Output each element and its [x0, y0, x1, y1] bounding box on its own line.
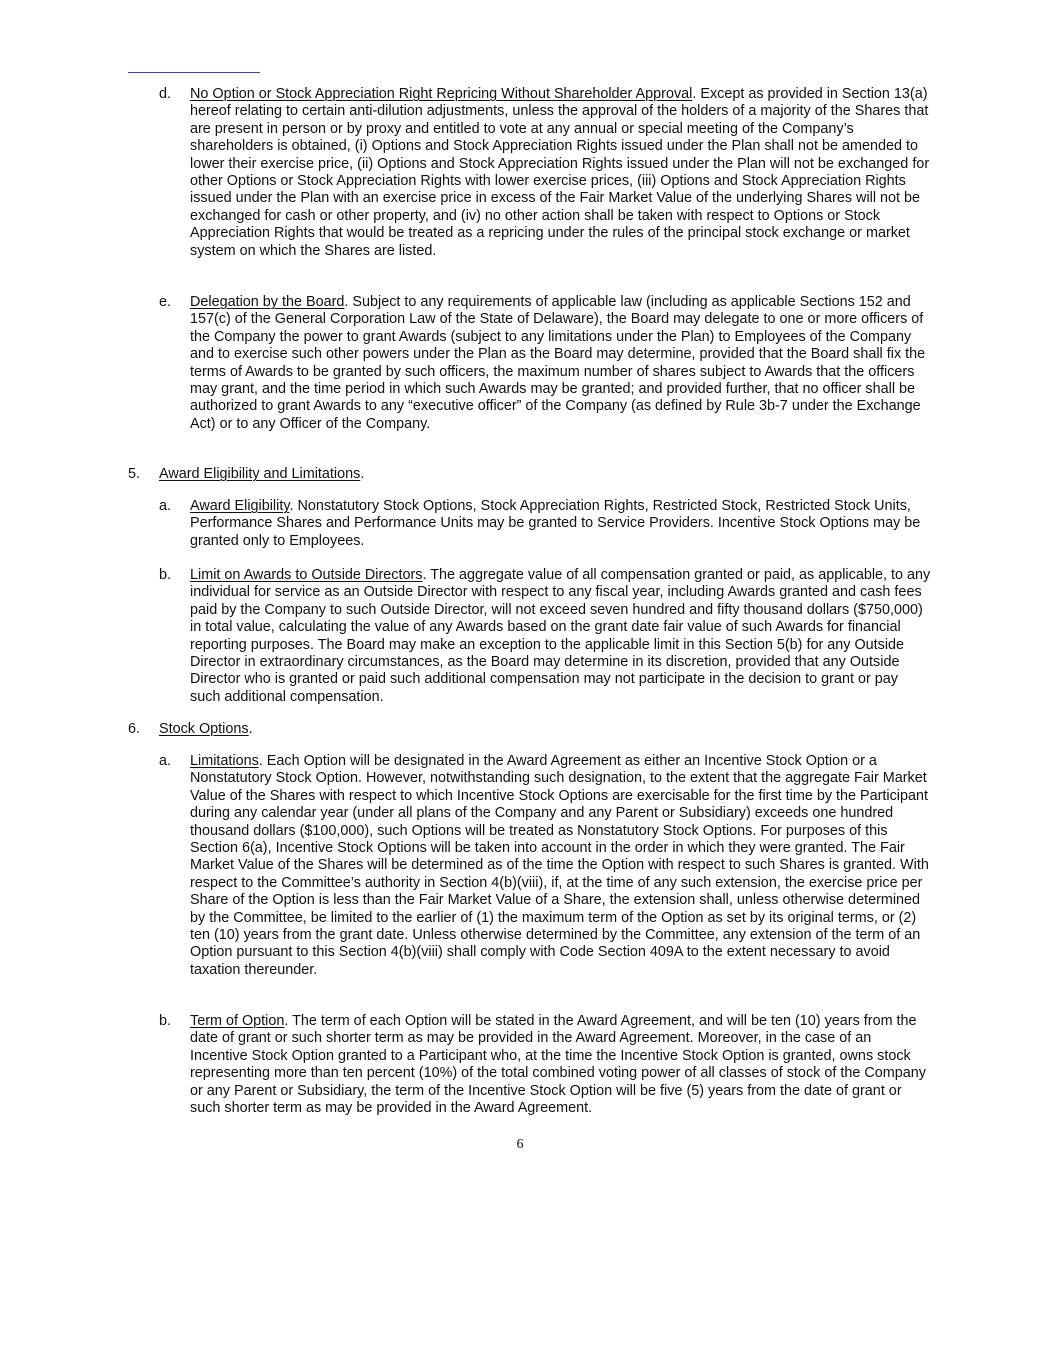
item-title: Award Eligibility	[190, 498, 290, 514]
item-marker: e.	[159, 294, 172, 310]
item-marker: b.	[159, 567, 172, 583]
item-marker: d.	[159, 86, 172, 102]
item-text	[190, 1013, 931, 1117]
item-text	[190, 498, 931, 550]
item-marker: a.	[159, 753, 172, 769]
section-title: Stock Options	[159, 721, 249, 737]
item-text	[190, 753, 931, 979]
item-body: . Except as provided in Section 13(a) hereof relating to certain anti-dilution adjustments, unless the approval of the holders of a majority of the Shares that are present in person or by proxy and entitled to vote at any annual or special meeting of the Company’s shareholders is obtained, (i) Options and Stock Appreciation Rights issued under the Plan shall not be amended to lower their exercise price, (ii) Options and Stock Appreciation Rights issued under the Plan will not be exchanged for other Options or Stock Appreciation Rights with lower exercise prices, (iii) Options and Stock Appreciation Rights issued under the Plan with an exercise price in excess of the Fair Market Value of the underlying Shares will not be exchanged for cash or other property, and (iv) no other action shall be taken with respect to Options or Stock Appreciation Rights that would be treated as a repricing under the rules of the principal stock exchange or market system on which the Shares are listed.	[190, 86, 930, 259]
item-body: . Each Option will be designated in the Award Agreement as either an Incentive Stock Option or a Nonstatutory Stock Option. However, notwithstanding such designation, to the extent that the aggregate Fair Market Value of the Shares with respect to which Incentive Stock Options are exercisable for the first time by the Participant during any calendar year (under all plans of the Company and any Parent or Subsidiary) exceeds one hundred thousand dollars ($100,000), such Options will be treated as Nonstatutory Stock Options. For purposes of this Section 6(a), Incentive Stock Options will be taken into account in the order in which they were granted. The Fair Market Value of the Shares will be determined as of the time the Option with respect to such Shares is granted. With respect to the Committee’s authority in Section 4(b)(viii), if, at the time of any such extension, the exercise price per Share of the Option is less than the Fair Market Value of a Share, the extension shall, unless otherwise determined by the Committee, be limited to the earlier of (1) the maximum term of the Option as set by its original terms, or (2) ten (10) years from the grant date. Unless otherwise determined by the Committee, any extension of the term of an Option pursuant to this Section 4(b)(viii) shall comply with Code Section 409A to the extent necessary to avoid taxation thereunder.	[190, 753, 929, 978]
item-marker: a.	[159, 498, 172, 514]
item-body: . The term of each Option will be stated in the Award Agreement, and will be ten (10) years from the date of grant or such shorter term as may be provided in the Award Agreement. Moreover, in the case of an Incentive Stock Option granted to a Participant who, at the time the Incentive Stock Option is granted, owns stock representing more than ten percent (10%) of the total combined voting power of all classes of stock of the Company or any Parent or Subsidiary, the term of the Incentive Stock Option will be five (5) years from the date of grant or such shorter term as may be provided in the Award Agreement.	[190, 1013, 926, 1117]
item-marker: b.	[159, 1013, 172, 1029]
section-number: 5.	[128, 466, 141, 482]
item-body: . Nonstatutory Stock Options, Stock Appreciation Rights, Restricted Stock, Restricted Stock Units, Performance Shares and Performance Units may be granted to Service Providers. Incentive Stock Options may be granted only to Employees.	[190, 498, 921, 549]
section-title-period: .	[360, 466, 365, 482]
section-title-period: .	[248, 721, 253, 737]
item-title: Limit on Awards to Outside Directors	[190, 567, 423, 583]
item-title: No Option or Stock Appreciation Right Repricing Without Shareholder Approval	[190, 86, 693, 102]
item-text	[190, 294, 931, 433]
page-number: 6	[516, 1137, 524, 1152]
item-title: Delegation by the Board	[190, 294, 345, 310]
section-number: 6.	[128, 721, 141, 737]
item-text	[190, 567, 931, 706]
section-heading	[159, 466, 809, 483]
item-body: . The aggregate value of all compensation granted or paid, as applicable, to any individual for service as an Outside Director with respect to any fiscal year, including Awards granted and cash fees paid by the Company to such Outside Director, will not exceed seven hundred and fifty thousand dollars ($750,000) in total value, calculating the value of any Awards based on the grant date fair value of such Awards for financial reporting purposes. The Board may make an exception to the applicable limit in this Section 5(b) for any Outside Director in extraordinary circumstances, as the Board may determine in its discretion, provided that any Outside Director who is granted or paid such additional compensation may not participate in the decision to grant or pay such additional compensation.	[190, 567, 931, 705]
item-body: . Subject to any requirements of applicable law (including as applicable Sections 152 and 157(c) of the General Corporation Law of the State of Delaware), the Board may delegate to one or more officers of the Company the power to grant Awards (subject to any limitations under the Plan) to Employees of the Company and to exercise such other powers under the Plan as the Board may determine, provided that the Board shall fix the terms of Awards to be granted by such officers, the maximum number of shares subject to Awards that the officers may grant, and the time period in which such Awards may be granted; and provided further, that no officer shall be authorized to grant Awards to any “executive officer” of the Company (as defined by Rule 3b-7 under the Exchange Act) or to any Officer of the Company.	[190, 294, 926, 432]
item-text	[190, 86, 931, 260]
item-title: Term of Option	[190, 1013, 285, 1029]
section-heading	[159, 721, 809, 738]
header-rule	[128, 72, 260, 73]
item-title: Limitations	[190, 753, 259, 769]
section-title: Award Eligibility and Limitations	[159, 466, 361, 482]
